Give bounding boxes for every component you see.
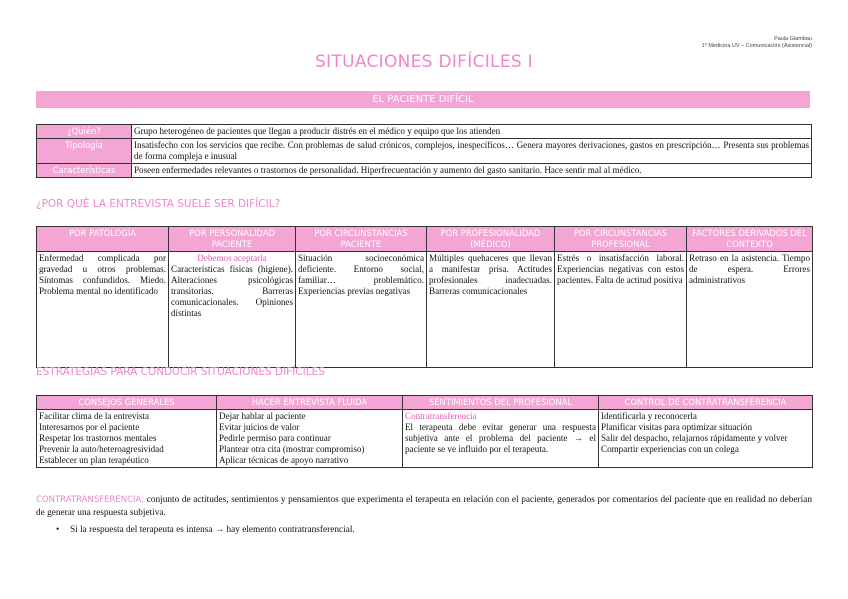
table-row — [37, 125, 812, 139]
column-header: POR PERSONALIDAD PACIENTE — [169, 227, 296, 252]
list-item: Respetar los trastornos mentales — [39, 433, 157, 443]
list-item: Planificar visitas para optimizar situación — [601, 422, 753, 432]
why-table — [36, 226, 813, 368]
definition-paragraph — [36, 494, 812, 520]
list-item: Identificarla y reconocerla — [601, 411, 697, 421]
row-text: Poseen enfermedades relevantes o trastornos de personalidad. Hiperfrecuentación y aumento del gasto sanitario. Hace sentir mal al médico. — [132, 164, 812, 178]
author-name: Paula Giambau — [774, 36, 812, 42]
table-row — [37, 139, 812, 164]
page-title: SITUACIONES DIFÍCILES I — [315, 52, 533, 72]
list-item: Prevenir la auto/heteroagresividad — [39, 444, 164, 454]
column-header: CONTROL DE CONTRATRANSFERENCIA — [599, 396, 813, 410]
column-header: POR PATOLOGÍA — [37, 227, 169, 252]
strategies-table — [36, 395, 813, 468]
cell-circunstancias-paciente: Situación socioeconómica deficiente. Entorno social, familiar… problemático. Experiencias previas negativas — [296, 252, 427, 368]
column-header: FACTORES DERIVADOS DEL CONTEXTO — [687, 227, 813, 252]
column-header: POR PROFESIONALIDAD (MÉDICO) — [427, 227, 555, 252]
cell-sentimientos — [403, 410, 599, 468]
row-label: ¿Quién? — [37, 125, 132, 139]
row-label: Tipología — [37, 139, 132, 164]
table-row — [37, 164, 812, 178]
cell-consejos — [37, 410, 217, 468]
list-item: Aplicar técnicas de apoyo narrativo — [219, 455, 349, 465]
definition-text: conjunto de actitudes, sentimientos y pensamientos que experimenta el terapeuta en relación con el paciente, generados por comentarios del paciente que en realidad no deberían de generar una respuesta subjetiva. — [36, 495, 812, 518]
cell-patologia: Enfermedad complicada por gravedad u otros problemas. Síntomas confundidos. Miedo. Problema mental no identificado — [37, 252, 169, 368]
section-banner: EL PACIENTE DIFÍCIL — [36, 91, 810, 108]
document-header — [702, 36, 812, 50]
cell-entrevista-fluida — [217, 410, 403, 468]
table-row — [37, 410, 813, 468]
cell-text: El terapeuta debe evitar generar una respuesta subjetiva ante el problema del paciente → el paciente se ve influido por el terapeuta. — [405, 422, 596, 454]
column-header: SENTIMIENTOS DEL PROFESIONAL — [403, 396, 599, 410]
section-heading-why: ¿POR QUÉ LA ENTREVISTA SUELE SER DIFÍCIL? — [36, 198, 281, 210]
bullet-item — [56, 525, 355, 535]
cell-subtitle: Contratransferencia — [405, 411, 477, 421]
bullet-text: Si la respuesta del terapeuta es intensa → hay elemento contratransferencial. — [70, 525, 355, 535]
table-header-row — [37, 227, 813, 252]
intro-table — [36, 124, 812, 178]
column-header: POR CIRCUNSTANCIAS PROFESIONAL — [555, 227, 687, 252]
list-item: Pedirle permiso para continuar — [219, 433, 331, 443]
list-item: Plantear otra cita (mostrar compromiso) — [219, 444, 365, 454]
section-heading-strategies: ESTRATEGIAS PARA CONDUCIR SITUACIONES DIFÍCILES — [36, 366, 325, 378]
cell-contexto: Retraso en la asistencia. Tiempo de espera. Errores administrativos — [687, 252, 813, 368]
course-name: 1º Medicina UV – Comunicación (Asistencial) — [701, 43, 812, 49]
cell-circunstancias-profesional: Estrés o insatisfacción laboral. Experiencias negativas con estos pacientes. Falta de actitud positiva — [555, 252, 687, 368]
table-header-row — [37, 396, 813, 410]
cell-subtitle: Debemos aceptarla — [197, 253, 267, 263]
bullet-icon: • — [56, 525, 60, 535]
column-header: POR CIRCUNSTANCIAS PACIENTE — [296, 227, 427, 252]
cell-personalidad — [169, 252, 296, 368]
list-item: Salir del despacho, relajarnos rápidamente y volver — [601, 433, 788, 443]
list-item: Facilitar clima de la entrevista — [39, 411, 150, 421]
cell-profesionalidad: Múltiples quehaceres que llevan a manifestar prisa. Actitudes profesionales inadecuadas. Barreras comunicacionales — [427, 252, 555, 368]
row-label: Características — [37, 164, 132, 178]
table-row — [37, 252, 813, 368]
definition-label: CONTRATRANSFERENCIA: — [36, 495, 145, 505]
list-item: Evitar juicios de valor — [219, 422, 300, 432]
column-header: HACER ENTREVISTA FLUIDA — [217, 396, 403, 410]
row-text: Grupo heterogéneo de pacientes que llegan a producir distrés en el médico y equipo que los atienden — [132, 125, 812, 139]
row-text: Insatisfecho con los servicios que recibe. Con problemas de salud crónicos, complejos, inespecíficos… Genera mayores derivaciones, gastos en prescripción… Presenta sus problemas de forma compleja e inusual — [132, 139, 812, 164]
list-item: Establecer un plan terapéutico — [39, 455, 149, 465]
cell-text: Características físicas (higiene). Alteraciones psicológicas transitorias. Barreras comunicacionales. Opiniones distintas — [171, 264, 293, 318]
column-header: CONSEJOS GENERALES — [37, 396, 217, 410]
list-item: Compartir experiencias con un colega — [601, 444, 739, 454]
list-item: Dejar hablar al paciente — [219, 411, 306, 421]
list-item: Interesarnos por el paciente — [39, 422, 140, 432]
cell-control — [599, 410, 813, 468]
